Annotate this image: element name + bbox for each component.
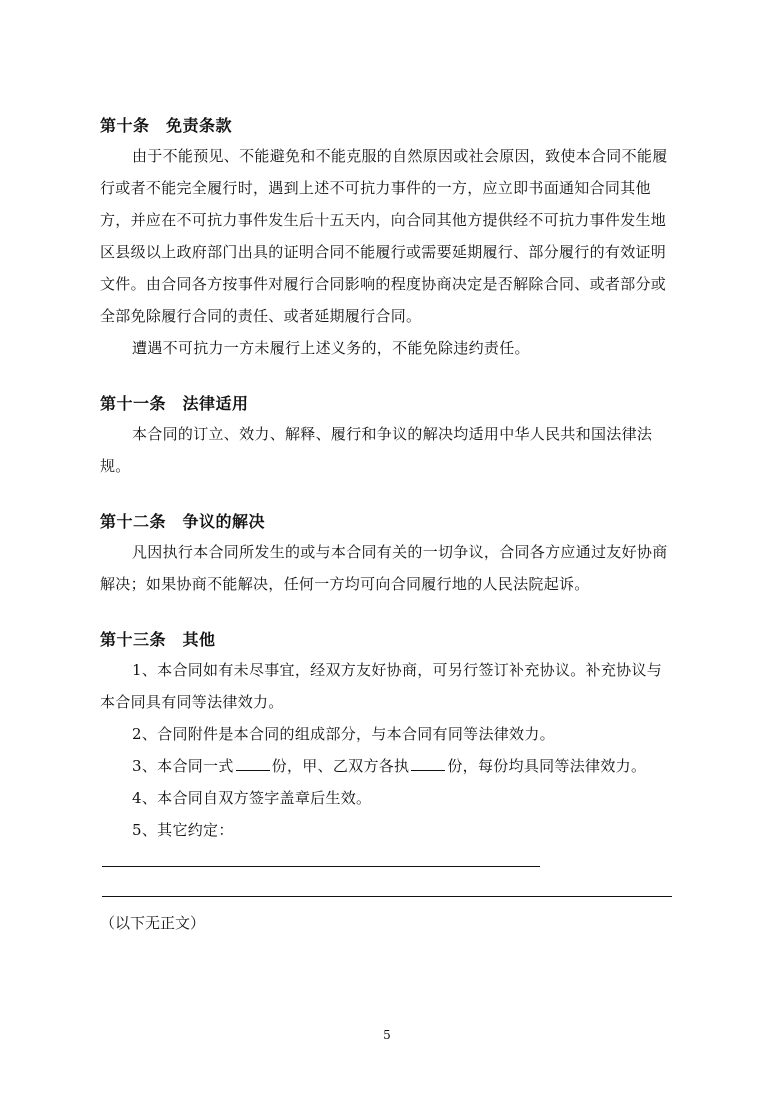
page-content: [100, 112, 675, 939]
clause-item-1: 1、本合同如有未尽事宜，经双方友好协商，可另行签订补充协议。补充协议与本合同具有同等法律效力。: [100, 661, 663, 711]
copies-each-blank: [411, 752, 445, 771]
clause-item-5: [100, 814, 675, 878]
clause-item-3-part-a: 3、本合同一式: [132, 757, 234, 775]
clause-item-3: [100, 750, 675, 782]
section-title-article-11: 第十一条 法律适用: [100, 394, 249, 413]
clause-item-4: 4、本合同自双方签字盖章后生效。: [132, 789, 372, 807]
section-title-article-10: 第十条 免责条款: [100, 116, 233, 135]
closing-note: （以下无正文）: [100, 914, 206, 932]
clause-item-5-label: 5、其它约定：: [132, 821, 234, 839]
paragraph-applicable-law: 本合同的订立、效力、解释、履行和争议的解决均适用中华人民共和国法律法规。: [100, 425, 653, 475]
page-number: 5: [383, 1028, 391, 1042]
section-title-article-12: 第十二条 争议的解决: [100, 512, 266, 531]
clause-item-3-part-b: 份，甲、乙双方各执: [271, 757, 410, 775]
clause-item-2: 2、合同附件是本合同的组成部分，与本合同有同等法律效力。: [132, 725, 555, 743]
paragraph-force-majeure: 由于不能预见、不能避免和不能克服的自然原因或社会原因，致使本合同不能履行或者不能完全履行时，遇到上述不可抗力事件的一方，应立即书面通知合同其他方，并应在不可抗力事件发生后十五天内，向合同其他方提供经不可抗力事件发生地区县级以上政府部门出具的证明合同不能履行或需要延期履行、部分履行的有效证明文件。由合同各方按事件对履行合同影响的程度协商决定是否解除合同、或者部分或全部免除履行合同的责任、或者延期履行合同。: [100, 147, 668, 325]
paragraph-liability: 遭遇不可抗力一方未履行上述义务的，不能免除违约责任。: [132, 339, 530, 357]
copies-total-blank: [236, 752, 270, 771]
clause-item-3-part-c: 份，每份均具同等法律效力。: [447, 757, 647, 775]
other-agreement-line: [102, 896, 672, 897]
section-title-article-13: 第十三条 其他: [100, 630, 216, 649]
other-agreement-blank: [102, 848, 540, 867]
paragraph-dispute-resolution: 凡因执行本合同所发生的或与本合同有关的一切争议，合同各方应通过友好协商解决；如果协商不能解决，任何一方均可向合同履行地的人民法院起诉。: [100, 543, 668, 593]
